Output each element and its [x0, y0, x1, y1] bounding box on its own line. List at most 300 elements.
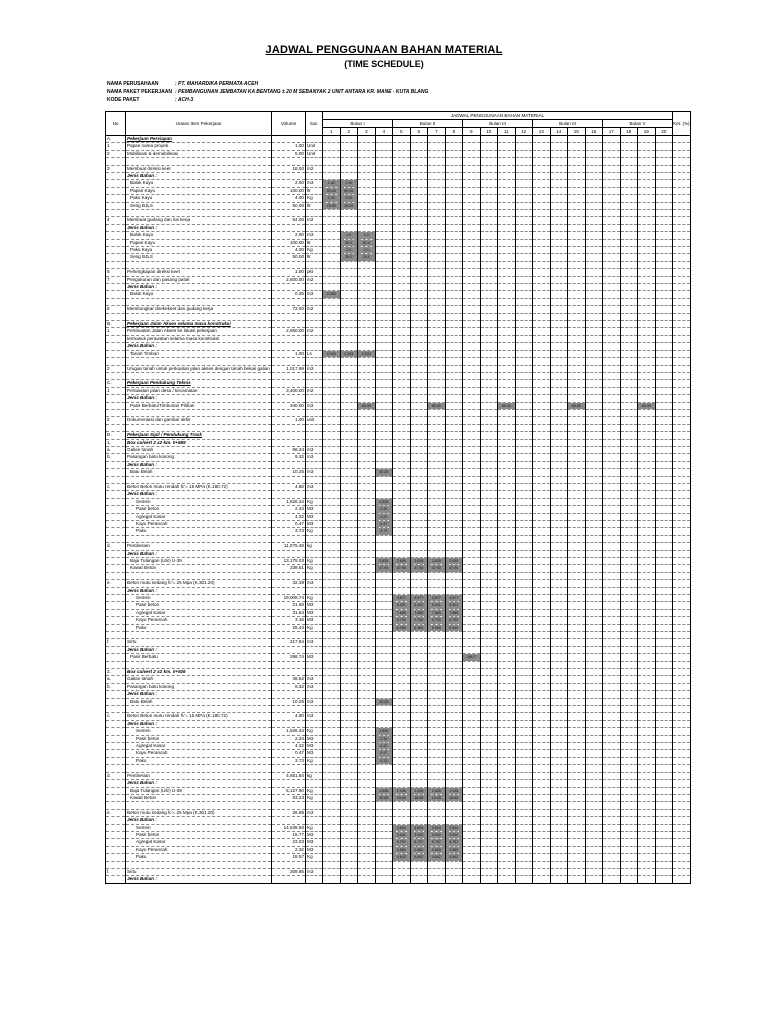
- schedule-cell: [480, 587, 498, 594]
- schedule-cell: [550, 395, 568, 402]
- row-ket: [673, 439, 691, 446]
- schedule-cell: [638, 365, 656, 372]
- schedule-cell: [603, 854, 621, 861]
- schedule-cell: [375, 461, 393, 468]
- schedule-cell: [550, 669, 568, 676]
- row-unit: Kg: [306, 757, 323, 764]
- schedule-cell: [655, 669, 673, 676]
- schedule-cell: [393, 639, 411, 646]
- schedule-cell: [550, 402, 568, 409]
- schedule-cell: [585, 483, 603, 490]
- schedule-cell: [375, 239, 393, 246]
- schedule-cell: [585, 595, 603, 602]
- schedule-cell: [655, 350, 673, 357]
- row-unit: M3: [306, 846, 323, 853]
- schedule-cell: [463, 247, 481, 254]
- row-item: Beton Beton mutu rendah fc'= 15 MPa (K.180.72): [126, 483, 272, 490]
- schedule-cell: [533, 617, 551, 624]
- schedule-cell: [620, 846, 638, 853]
- schedule-cell: [323, 587, 341, 594]
- schedule-cell: [393, 165, 411, 172]
- schedule-cell: [550, 824, 568, 831]
- schedule-cell: [568, 158, 586, 165]
- row-item: Pasangan batu kosong: [126, 683, 272, 690]
- schedule-cell: [410, 543, 428, 550]
- schedule-cell: [655, 535, 673, 542]
- row-unit: m3: [306, 639, 323, 646]
- row-volume: 4.00: [272, 195, 306, 202]
- schedule-cell: [533, 602, 551, 609]
- schedule-cell: [323, 676, 341, 683]
- row-no: [106, 609, 126, 616]
- schedule-cell: [620, 861, 638, 868]
- schedule-cell: [323, 868, 341, 875]
- schedule-cell: [340, 476, 358, 483]
- schedule-cell: [655, 543, 673, 550]
- schedule-cell: [463, 557, 481, 564]
- schedule-cell: [620, 787, 638, 794]
- schedule-cell: [375, 654, 393, 661]
- row-volume: 4,651.84: [272, 772, 306, 779]
- schedule-cell: [533, 313, 551, 320]
- schedule-cell: [375, 143, 393, 150]
- schedule-cell: [498, 587, 516, 594]
- schedule-cell: [410, 676, 428, 683]
- schedule-cell: [375, 335, 393, 342]
- table-row: [106, 780, 691, 787]
- row-ket: [673, 520, 691, 527]
- row-ket: [673, 358, 691, 365]
- schedule-cell: [393, 358, 411, 365]
- schedule-cell: [585, 676, 603, 683]
- schedule-cell: [603, 817, 621, 824]
- schedule-cell-filled: 5.401: [445, 602, 463, 609]
- schedule-cell: [323, 313, 341, 320]
- schedule-cell: [533, 476, 551, 483]
- schedule-cell: [358, 424, 376, 431]
- row-ket: [673, 809, 691, 816]
- schedule-cell: [445, 306, 463, 313]
- row-item: Seng BJLS: [126, 254, 272, 261]
- schedule-cell: [533, 180, 551, 187]
- schedule-cell: [498, 254, 516, 261]
- schedule-cell: [568, 335, 586, 342]
- schedule-cell: [340, 165, 358, 172]
- schedule-cell: [463, 173, 481, 180]
- schedule-cell: [480, 402, 498, 409]
- schedule-cell: [603, 543, 621, 550]
- schedule-cell: [410, 417, 428, 424]
- schedule-cell: [620, 306, 638, 313]
- schedule-cell: [585, 276, 603, 283]
- row-item: Galian tanah: [126, 446, 272, 453]
- schedule-cell: [480, 787, 498, 794]
- schedule-cell: [480, 321, 498, 328]
- schedule-cell: [358, 646, 376, 653]
- schedule-cell: [498, 491, 516, 498]
- schedule-cell: [393, 387, 411, 394]
- table-row: [106, 624, 691, 631]
- schedule-cell: [585, 654, 603, 661]
- schedule-cell: [393, 476, 411, 483]
- schedule-cell: [515, 328, 533, 335]
- row-volume: 18.00: [272, 165, 306, 172]
- schedule-cell: [550, 343, 568, 350]
- schedule-cell: [515, 284, 533, 291]
- schedule-cell: [393, 380, 411, 387]
- schedule-cell: [568, 691, 586, 698]
- row-volume: 42.39: [272, 580, 306, 587]
- schedule-cell: [323, 772, 341, 779]
- row-ket: [673, 654, 691, 661]
- schedule-cell: [585, 513, 603, 520]
- schedule-cell: [375, 550, 393, 557]
- schedule-cell: [410, 632, 428, 639]
- schedule-cell: [375, 343, 393, 350]
- header-week: 4: [375, 128, 393, 136]
- schedule-cell: [568, 617, 586, 624]
- schedule-cell: [568, 476, 586, 483]
- schedule-cell: [358, 691, 376, 698]
- schedule-cell: [358, 639, 376, 646]
- schedule-cell: [638, 809, 656, 816]
- row-unit: pkt: [306, 269, 323, 276]
- schedule-cell: [585, 787, 603, 794]
- schedule-cell: [620, 269, 638, 276]
- row-ket: [673, 165, 691, 172]
- schedule-cell: [358, 395, 376, 402]
- schedule-cell: [323, 261, 341, 268]
- row-ket: [673, 572, 691, 579]
- row-volume: [272, 661, 306, 668]
- schedule-cell: [515, 854, 533, 861]
- schedule-cell: [463, 876, 481, 883]
- schedule-cell: [585, 728, 603, 735]
- row-item: [126, 765, 272, 772]
- schedule-cell: [585, 469, 603, 476]
- schedule-cell-filled: 5.757: [428, 839, 446, 846]
- schedule-cell: [323, 269, 341, 276]
- schedule-cell: [533, 676, 551, 683]
- schedule-cell: [533, 654, 551, 661]
- schedule-cell: [603, 335, 621, 342]
- header-week: 11: [498, 128, 516, 136]
- schedule-cell: [568, 780, 586, 787]
- schedule-cell: [550, 187, 568, 194]
- row-ket: [673, 143, 691, 150]
- row-item: Balok Kayu: [126, 232, 272, 239]
- schedule-cell: [533, 817, 551, 824]
- schedule-cell: [393, 646, 411, 653]
- schedule-cell: [585, 254, 603, 261]
- row-volume: [272, 550, 306, 557]
- schedule-cell: [393, 587, 411, 594]
- schedule-cell: [585, 247, 603, 254]
- schedule-cell: [445, 343, 463, 350]
- schedule-cell: [463, 854, 481, 861]
- schedule-cell: [603, 794, 621, 801]
- schedule-cell: [323, 506, 341, 513]
- schedule-cell: [603, 557, 621, 564]
- schedule-cell: [375, 454, 393, 461]
- schedule-cell: [375, 535, 393, 542]
- schedule-cell: [550, 469, 568, 476]
- table-row: [106, 676, 691, 683]
- schedule-cell: [498, 683, 516, 690]
- schedule-cell: [340, 417, 358, 424]
- schedule-cell: [603, 350, 621, 357]
- schedule-header: [106, 112, 691, 136]
- schedule-cell: [515, 321, 533, 328]
- schedule-cell: [428, 661, 446, 668]
- schedule-cell: [498, 483, 516, 490]
- schedule-cell-filled: 10.25: [375, 698, 393, 705]
- schedule-cell: [323, 617, 341, 624]
- schedule-cell: [480, 187, 498, 194]
- schedule-cell: [358, 432, 376, 439]
- schedule-cell: [603, 313, 621, 320]
- schedule-cell: [568, 328, 586, 335]
- schedule-cell-filled: 0.47: [375, 750, 393, 757]
- schedule-cell: [585, 831, 603, 838]
- schedule-cell: [375, 395, 393, 402]
- row-unit: [306, 210, 323, 217]
- schedule-cell: [375, 269, 393, 276]
- schedule-cell: [340, 313, 358, 320]
- schedule-cell: [480, 417, 498, 424]
- schedule-cell: [463, 158, 481, 165]
- schedule-cell: [655, 698, 673, 705]
- schedule-cell: [533, 498, 551, 505]
- schedule-cell: [393, 876, 411, 883]
- schedule-cell: [445, 817, 463, 824]
- schedule-cell: [358, 483, 376, 490]
- schedule-cell: [568, 743, 586, 750]
- schedule-cell: [585, 550, 603, 557]
- schedule-cell: [428, 698, 446, 705]
- schedule-cell: [410, 239, 428, 246]
- schedule-cell: [568, 358, 586, 365]
- schedule-cell: [550, 691, 568, 698]
- schedule-cell: [358, 676, 376, 683]
- schedule-cell: [515, 409, 533, 416]
- schedule-cell: [375, 432, 393, 439]
- schedule-cell: [638, 676, 656, 683]
- schedule-cell: [445, 446, 463, 453]
- schedule-cell: [620, 624, 638, 631]
- schedule-cell: [655, 787, 673, 794]
- row-no: [106, 802, 126, 809]
- row-volume: [272, 372, 306, 379]
- row-no: [106, 284, 126, 291]
- schedule-cell-filled: 2,635: [393, 557, 411, 564]
- schedule-cell: [533, 706, 551, 713]
- row-item: Pasir beton: [126, 735, 272, 742]
- schedule-cell: [428, 358, 446, 365]
- schedule-cell: [393, 691, 411, 698]
- schedule-cell: [358, 632, 376, 639]
- schedule-cell: [323, 831, 341, 838]
- schedule-cell: [323, 817, 341, 824]
- schedule-cell: [568, 624, 586, 631]
- header-sat: Sat.: [306, 112, 323, 136]
- schedule-cell: [568, 831, 586, 838]
- row-unit: [306, 535, 323, 542]
- table-row: [106, 595, 691, 602]
- schedule-cell: [550, 661, 568, 668]
- schedule-cell: [463, 676, 481, 683]
- schedule-cell: [498, 173, 516, 180]
- schedule-cell: [358, 224, 376, 231]
- schedule-cell: [550, 158, 568, 165]
- schedule-cell: [568, 765, 586, 772]
- schedule-cell: [358, 187, 376, 194]
- schedule-cell: [393, 335, 411, 342]
- schedule-cell: [358, 298, 376, 305]
- schedule-cell: [515, 313, 533, 320]
- schedule-cell: [515, 402, 533, 409]
- schedule-cell: [655, 232, 673, 239]
- schedule-cell: [375, 572, 393, 579]
- schedule-cell: [550, 654, 568, 661]
- schedule-cell: [550, 232, 568, 239]
- schedule-cell: [445, 543, 463, 550]
- row-no: [106, 839, 126, 846]
- schedule-cell: [515, 380, 533, 387]
- schedule-cell: [603, 187, 621, 194]
- schedule-cell: [533, 580, 551, 587]
- schedule-cell: [445, 321, 463, 328]
- schedule-cell: [428, 254, 446, 261]
- schedule-cell: [393, 550, 411, 557]
- row-unit: [306, 372, 323, 379]
- schedule-cell: [550, 787, 568, 794]
- schedule-cell: [585, 335, 603, 342]
- schedule-cell: [323, 402, 341, 409]
- row-no: [106, 232, 126, 239]
- schedule-cell: [340, 284, 358, 291]
- row-ket: [673, 424, 691, 431]
- schedule-cell: [585, 735, 603, 742]
- row-item: Agregat Kasar: [126, 609, 272, 616]
- row-ket: [673, 550, 691, 557]
- schedule-cell: [410, 439, 428, 446]
- schedule-cell: [410, 454, 428, 461]
- row-item: [126, 261, 272, 268]
- schedule-cell: [533, 765, 551, 772]
- table-row: [106, 261, 691, 268]
- schedule-cell: [323, 284, 341, 291]
- schedule-cell: [515, 572, 533, 579]
- schedule-cell-filled: 3.940: [428, 831, 446, 838]
- row-unit: [306, 706, 323, 713]
- schedule-cell-filled: 1,026: [428, 787, 446, 794]
- schedule-cell: [620, 261, 638, 268]
- schedule-cell: [358, 809, 376, 816]
- schedule-cell: [393, 720, 411, 727]
- schedule-cell: [620, 639, 638, 646]
- schedule-cell: [410, 165, 428, 172]
- row-no: 1: [106, 143, 126, 150]
- schedule-cell: [585, 750, 603, 757]
- schedule-cell: [410, 735, 428, 742]
- table-row: [106, 195, 691, 202]
- schedule-cell: [638, 328, 656, 335]
- schedule-cell-filled: 0.790: [393, 617, 411, 624]
- row-unit: ltr: [306, 239, 323, 246]
- row-ket: [673, 513, 691, 520]
- schedule-cell: [323, 698, 341, 705]
- table-row: [106, 698, 691, 705]
- schedule-cell: [603, 646, 621, 653]
- schedule-cell: [340, 387, 358, 394]
- schedule-cell: [568, 210, 586, 217]
- table-row: [106, 691, 691, 698]
- schedule-cell: [445, 580, 463, 587]
- schedule-cell: [358, 513, 376, 520]
- row-unit: [306, 632, 323, 639]
- table-row: [106, 180, 691, 187]
- schedule-cell: [323, 210, 341, 217]
- schedule-cell: [515, 876, 533, 883]
- schedule-cell: [445, 868, 463, 875]
- schedule-cell: [375, 802, 393, 809]
- schedule-cell: [603, 780, 621, 787]
- schedule-cell: [533, 291, 551, 298]
- schedule-cell: [655, 202, 673, 209]
- schedule-cell: [550, 313, 568, 320]
- schedule-cell: [568, 247, 586, 254]
- schedule-cell: [515, 543, 533, 550]
- row-ket: [673, 735, 691, 742]
- schedule-cell: [655, 728, 673, 735]
- row-volume: 2.00: [272, 232, 306, 239]
- schedule-cell: [480, 143, 498, 150]
- row-volume: 3.73: [272, 757, 306, 764]
- table-row: [106, 239, 691, 246]
- schedule-cell: [445, 409, 463, 416]
- schedule-cell: [480, 868, 498, 875]
- row-unit: [306, 261, 323, 268]
- schedule-cell: [445, 498, 463, 505]
- schedule-cell: [568, 757, 586, 764]
- schedule-cell: [620, 750, 638, 757]
- schedule-cell: [480, 165, 498, 172]
- schedule-cell: [498, 187, 516, 194]
- row-ket: [673, 291, 691, 298]
- schedule-cell: [375, 580, 393, 587]
- schedule-cell-filled: 1,026: [445, 787, 463, 794]
- row-item: Sirtu: [126, 868, 272, 875]
- schedule-cell: [410, 254, 428, 261]
- schedule-cell: [428, 432, 446, 439]
- schedule-cell: [375, 476, 393, 483]
- row-item: Dokumentasi dan gambar akhir: [126, 417, 272, 424]
- row-no: c.: [106, 483, 126, 490]
- row-item: [126, 158, 272, 165]
- schedule-cell: [410, 306, 428, 313]
- schedule-cell: [498, 743, 516, 750]
- schedule-cell: [568, 439, 586, 446]
- table-row: [106, 713, 691, 720]
- schedule-cell: [463, 580, 481, 587]
- schedule-cell: [428, 232, 446, 239]
- table-row: [106, 454, 691, 461]
- schedule-cell: [638, 446, 656, 453]
- schedule-cell: [358, 587, 376, 594]
- schedule-cell: [393, 868, 411, 875]
- schedule-cell: [655, 395, 673, 402]
